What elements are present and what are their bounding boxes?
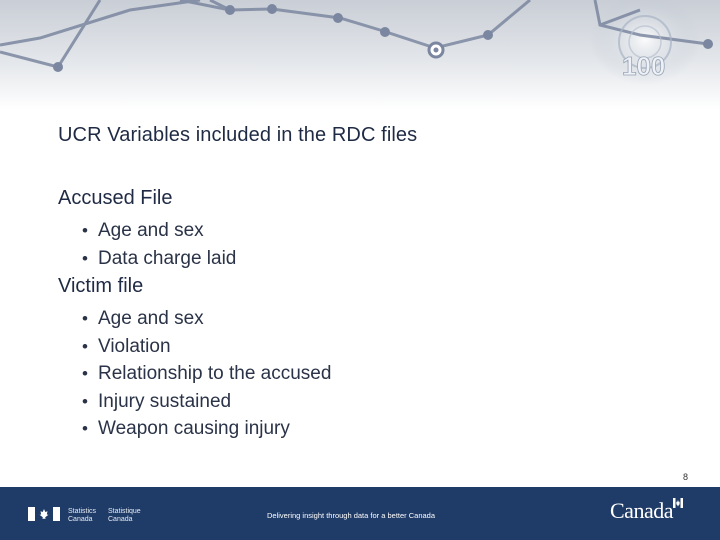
list-item-text: Injury sustained	[98, 390, 232, 412]
list-item	[58, 388, 331, 416]
list-item	[58, 305, 331, 333]
wordmark-flag-icon	[673, 498, 683, 508]
bullet-icon: •	[82, 221, 88, 240]
agency-line: Statistics	[68, 508, 97, 515]
canada-wordmark	[610, 498, 683, 524]
list-item-text: Violation	[98, 335, 171, 357]
list-item	[58, 217, 236, 245]
bullet-list	[58, 217, 236, 272]
list-item	[58, 245, 236, 273]
bullet-icon: •	[82, 364, 88, 384]
slide-title: UCR Variables included in the RDC files	[58, 124, 418, 146]
list-item	[58, 333, 331, 361]
bullet-icon: •	[82, 248, 88, 268]
bullet-icon: •	[82, 391, 88, 411]
wordmark-text: Canada	[610, 498, 673, 523]
list-item-text: Relationship to the accused	[98, 363, 332, 385]
agency-name-french	[108, 508, 141, 524]
section-heading: Victim file	[58, 275, 144, 297]
list-item-text: Data charge laid	[98, 247, 237, 269]
bullet-icon: •	[82, 419, 88, 439]
section-accused-file	[58, 185, 236, 272]
section-heading: Accused File	[58, 187, 173, 209]
bullet-icon: •	[82, 336, 88, 356]
list-item-text: Age and sex	[98, 308, 204, 329]
list-item	[58, 360, 331, 388]
bullet-list	[58, 305, 331, 443]
page-number: 8	[682, 472, 688, 482]
agency-line: Canada	[68, 516, 93, 523]
canada-flag-icon	[28, 507, 60, 521]
data-network-graphic	[0, 0, 720, 110]
bullet-icon: •	[82, 309, 88, 328]
anniversary-badge: 100	[622, 51, 666, 81]
header-banner	[0, 0, 720, 110]
footer-tagline: Delivering insight through data for a better Canada	[267, 511, 436, 520]
section-victim-file	[58, 273, 331, 443]
agency-line: Statistique	[108, 508, 141, 515]
list-item	[58, 415, 331, 443]
list-item-text: Weapon causing injury	[98, 418, 290, 440]
list-item-text: Age and sex	[98, 220, 204, 241]
agency-line: Canada	[108, 516, 133, 523]
agency-name-english	[68, 508, 96, 524]
